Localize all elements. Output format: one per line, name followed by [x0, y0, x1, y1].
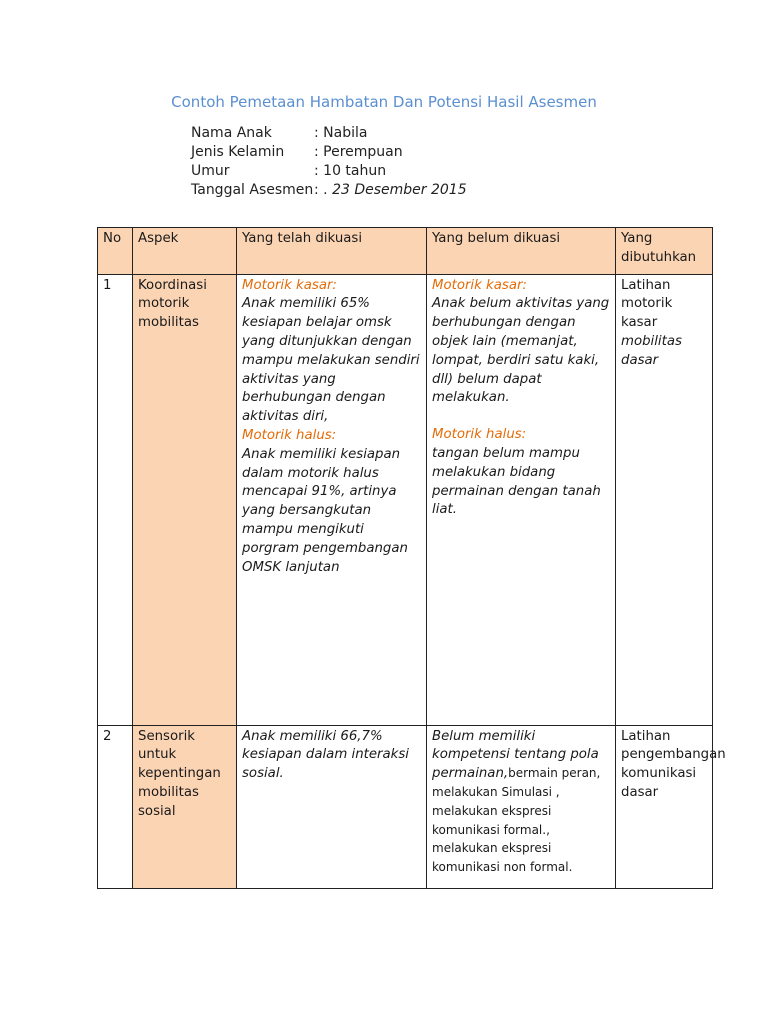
info-value-prefix: : .: [314, 182, 333, 198]
table-row: [98, 274, 713, 725]
section-text-italic: Belum memiliki kompetensi tentang pola permainan,: [432, 728, 599, 782]
section-text: Anak memiliki 65% kesiapan belajar omsk yang ditunjukkan dengan mampu melakukan sendiri aktivitas yang berhubungan dengan aktivitas diri,: [242, 296, 420, 425]
cell-no: 1: [98, 274, 133, 725]
cell-dibutuhkan: Latihan pengembangan komunikasi dasar: [616, 725, 713, 888]
section-heading: Motorik kasar:: [242, 277, 337, 293]
info-value: : 10 tahun: [314, 163, 387, 179]
need-text: Latihan motorik kasar: [621, 277, 673, 331]
cell-aspek: Sensorik untuk kepentingan mobilitas sosial: [133, 725, 237, 888]
table-row: [98, 725, 713, 888]
section-text: Anak memiliki kesiapan dalam motorik halus mencapai 91%, artinya yang bersangkutan mampu mengikuti porgram pengembangan OMSK lanjutan: [242, 446, 408, 575]
info-label: Tanggal Asesmen: [191, 182, 314, 198]
section-heading: Motorik kasar:: [432, 277, 527, 293]
document-title: Contoh Pemetaan Hambatan Dan Potensi Hasil Asesmen: [171, 93, 597, 111]
cell-belum: [427, 274, 616, 725]
info-row-gender: [191, 143, 467, 162]
section-text: Anak belum aktivitas yang berhubungan dengan objek lain (memanjat, lompat, berdiri satu kaki, dll) belum dapat melakukan.: [432, 296, 610, 406]
info-row-age: [191, 162, 467, 181]
info-value: : Perempuan: [314, 144, 403, 160]
header-belum: Yang belum dikuasi: [427, 228, 616, 275]
cell-dikuasai: [237, 725, 427, 888]
header-dikuasai: Yang telah dikuasi: [237, 228, 427, 275]
section-heading: Motorik halus:: [242, 427, 337, 443]
section-text: tangan belum mampu melakukan bidang permainan dengan tanah liat.: [432, 445, 601, 518]
header-aspek: Aspek: [133, 228, 237, 275]
info-label: Umur: [191, 163, 230, 179]
table-header-row: [98, 228, 713, 275]
cell-dikuasai: [237, 274, 427, 725]
child-info: [191, 124, 467, 200]
section-text: Anak memiliki 66,7% kesiapan dalam interaksi sosial.: [242, 728, 409, 782]
need-text-italic: mobilitas dasar: [621, 333, 682, 368]
info-value-date: 23 Desember 2015: [332, 182, 467, 198]
info-label: Jenis Kelamin: [191, 144, 285, 160]
section-heading: Motorik halus:: [432, 427, 527, 443]
header-no: No: [98, 228, 133, 275]
info-label: Nama Anak: [191, 125, 272, 141]
assessment-table: [97, 227, 726, 889]
info-row-name: [191, 124, 467, 143]
section-text-plain: bermain peran, melakukan Simulasi , melakukan ekspresi komunikasi formal., melakukan ekspresi komunikasi non formal.: [432, 766, 601, 875]
cell-belum: [427, 725, 616, 888]
info-value: : Nabila: [314, 125, 368, 141]
info-row-date: [191, 181, 467, 200]
cell-no: 2: [98, 725, 133, 888]
cell-aspek: Koordinasi motorik mobilitas: [133, 274, 237, 725]
header-dibutuhkan: Yang dibutuhkan: [616, 228, 713, 275]
cell-dibutuhkan: [616, 274, 713, 725]
